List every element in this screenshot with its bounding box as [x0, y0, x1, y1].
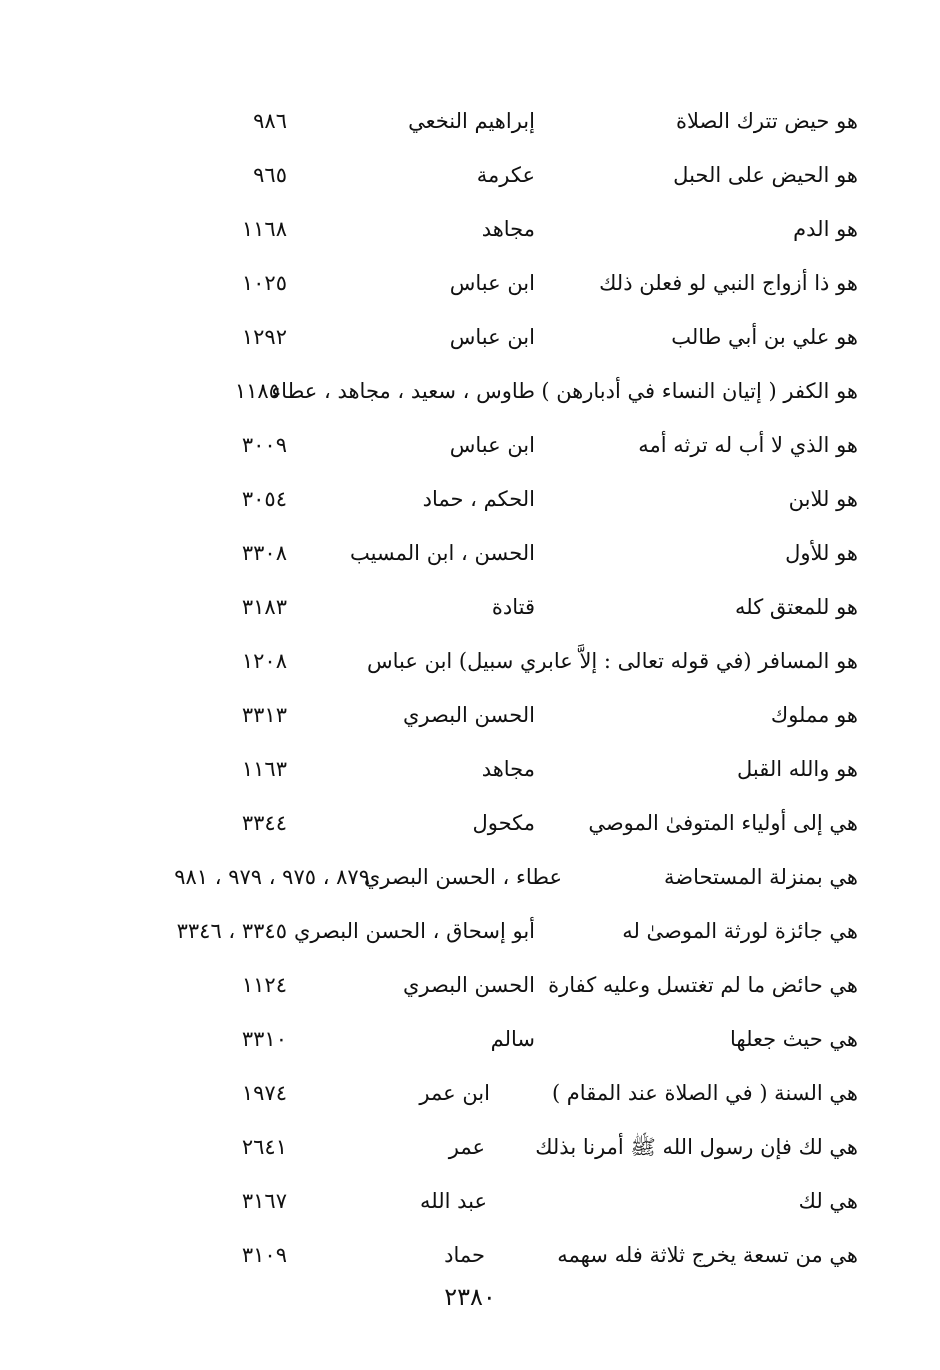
index-row [0, 322, 940, 376]
index-row [0, 970, 940, 1024]
entry-phrase: هو حيض تترك الصلاة [675, 109, 858, 133]
entry-narrator: ابن عباس [449, 325, 535, 349]
entry-phrase: هو للمعتق كله [735, 595, 858, 619]
entry-narrator: الحكم ، حماد [422, 487, 535, 511]
entry-number: ٣٣٤٥ ، ٣٣٤٦ [176, 919, 287, 943]
entry-number: ١٢٠٨ [241, 649, 287, 673]
entry-phrase: هو ذا أزواج النبي لو فعلن ذلك [599, 271, 858, 295]
entry-phrase: هي حائض ما لم تغتسل وعليه كفارة [548, 973, 858, 997]
entry-phrase: هو مملوك [770, 703, 858, 727]
entry-phrase: هو الحيض على الحبل [673, 163, 858, 187]
entry-number: ٣٣١٠ [241, 1027, 287, 1051]
entry-number: ٨٧٩ ، ٩٧٥ ، ٩٧٩ ، ٩٨١ [174, 865, 370, 889]
index-row [0, 376, 940, 430]
entry-phrase: هو الكفر ( إتيان النساء في أدبارهن ) [541, 379, 858, 403]
entry-narrator: قتادة [491, 595, 535, 619]
index-row [0, 106, 940, 160]
entry-narrator: الحسن البصري [403, 973, 535, 997]
entry-narrator: إبراهيم النخعي [408, 109, 535, 133]
index-row [0, 1024, 940, 1078]
index-row [0, 808, 940, 862]
entry-number: ٣٣٠٨ [241, 541, 287, 565]
entry-number: ٣٣١٣ [241, 703, 287, 727]
entry-narrator: عبد الله [419, 1189, 487, 1213]
entry-phrase: هي إلى أولياء المتوفىٰ الموصي [588, 811, 858, 835]
entry-number: ١٩٧٤ [241, 1081, 287, 1105]
entry-phrase: هي لك [798, 1189, 858, 1213]
entry-number: ٣٠٥٤ [241, 487, 287, 511]
entry-narrator: الحسن ، ابن المسيب [349, 541, 535, 565]
index-row [0, 1132, 940, 1186]
index-row [0, 862, 940, 916]
entry-narrator: ابن عباس [449, 433, 535, 457]
index-row [0, 430, 940, 484]
entry-narrator: عطاء ، الحسن البصري [363, 865, 562, 889]
index-row [0, 1186, 940, 1240]
index-row [0, 700, 940, 754]
entry-narrator: ابن عباس [449, 271, 535, 295]
entry-phrase: هو الذي لا أب له ترثه أمه [638, 433, 858, 457]
entry-phrase: هي بمنزلة المستحاضة [664, 865, 858, 889]
entry-phrase: هي السنة ( في الصلاة عند المقام ) [551, 1081, 858, 1105]
entry-phrase: هي جائزة لورثة الموصىٰ له [622, 919, 858, 943]
entry-number: ١١٢٤ [241, 973, 287, 997]
entry-narrator: عكرمة [476, 163, 535, 187]
entry-number: ١١٨٥ [234, 379, 280, 403]
entry-narrator: حماد [444, 1243, 485, 1267]
index-row [0, 538, 940, 592]
index-row [0, 754, 940, 808]
index-row [0, 214, 940, 268]
entry-narrator: مجاهد [481, 217, 535, 241]
entry-number: ٩٨٦ [253, 109, 287, 133]
entry-number: ٩٦٥ [253, 163, 287, 187]
entry-narrator: مكحول [472, 811, 535, 835]
entry-narrator: عمر [448, 1135, 485, 1159]
entry-phrase: هو للابن [788, 487, 858, 511]
entry-phrase: هي من تسعة يخرج ثلاثة فله سهمه [557, 1243, 858, 1267]
entry-number: ٣١٨٣ [241, 595, 287, 619]
index-row [0, 160, 940, 214]
entry-narrator: ابن عمر [419, 1081, 490, 1105]
index-row [0, 484, 940, 538]
entry-number: ١٠٢٥ [241, 271, 287, 295]
index-row [0, 1078, 940, 1132]
entry-phrase: هو والله القبل [737, 757, 858, 781]
entry-narrator: طاوس ، سعيد ، مجاهد ، عطاء [271, 379, 535, 403]
entry-phrase: هو المسافر (في قوله تعالى : إلاَّ عابري سبيل) ابن عباس [367, 649, 858, 673]
entry-phrase: هو للأول [785, 541, 858, 565]
entry-narrator: أبو إسحاق ، الحسن البصري [294, 919, 535, 943]
entry-phrase: هي حيث جعلها [729, 1027, 858, 1051]
index-row [0, 916, 940, 970]
entry-phrase: هو الدم [793, 217, 858, 241]
entry-number: ١٢٩٢ [241, 325, 287, 349]
entry-number: ٣١٠٩ [241, 1243, 287, 1267]
entry-narrator: الحسن البصري [403, 703, 535, 727]
entry-narrator: مجاهد [481, 757, 535, 781]
entry-number: ٢٦٤١ [241, 1135, 287, 1159]
entry-phrase: هو علي بن أبي طالب [671, 325, 858, 349]
page-number: ٢٣٨٠ [444, 1283, 496, 1311]
index-row [0, 268, 940, 322]
entry-number: ٣٠٠٩ [241, 433, 287, 457]
entry-narrator: سالم [490, 1027, 535, 1051]
entry-phrase: هي لك فإن رسول الله ﷺ أمرنا بذلك [535, 1135, 858, 1159]
index-row [0, 646, 940, 700]
entry-number: ١١٦٣ [241, 757, 287, 781]
entry-number: ٣٣٤٤ [241, 811, 287, 835]
entry-number: ١١٦٨ [241, 217, 287, 241]
entry-number: ٣١٦٧ [241, 1189, 287, 1213]
index-row [0, 592, 940, 646]
